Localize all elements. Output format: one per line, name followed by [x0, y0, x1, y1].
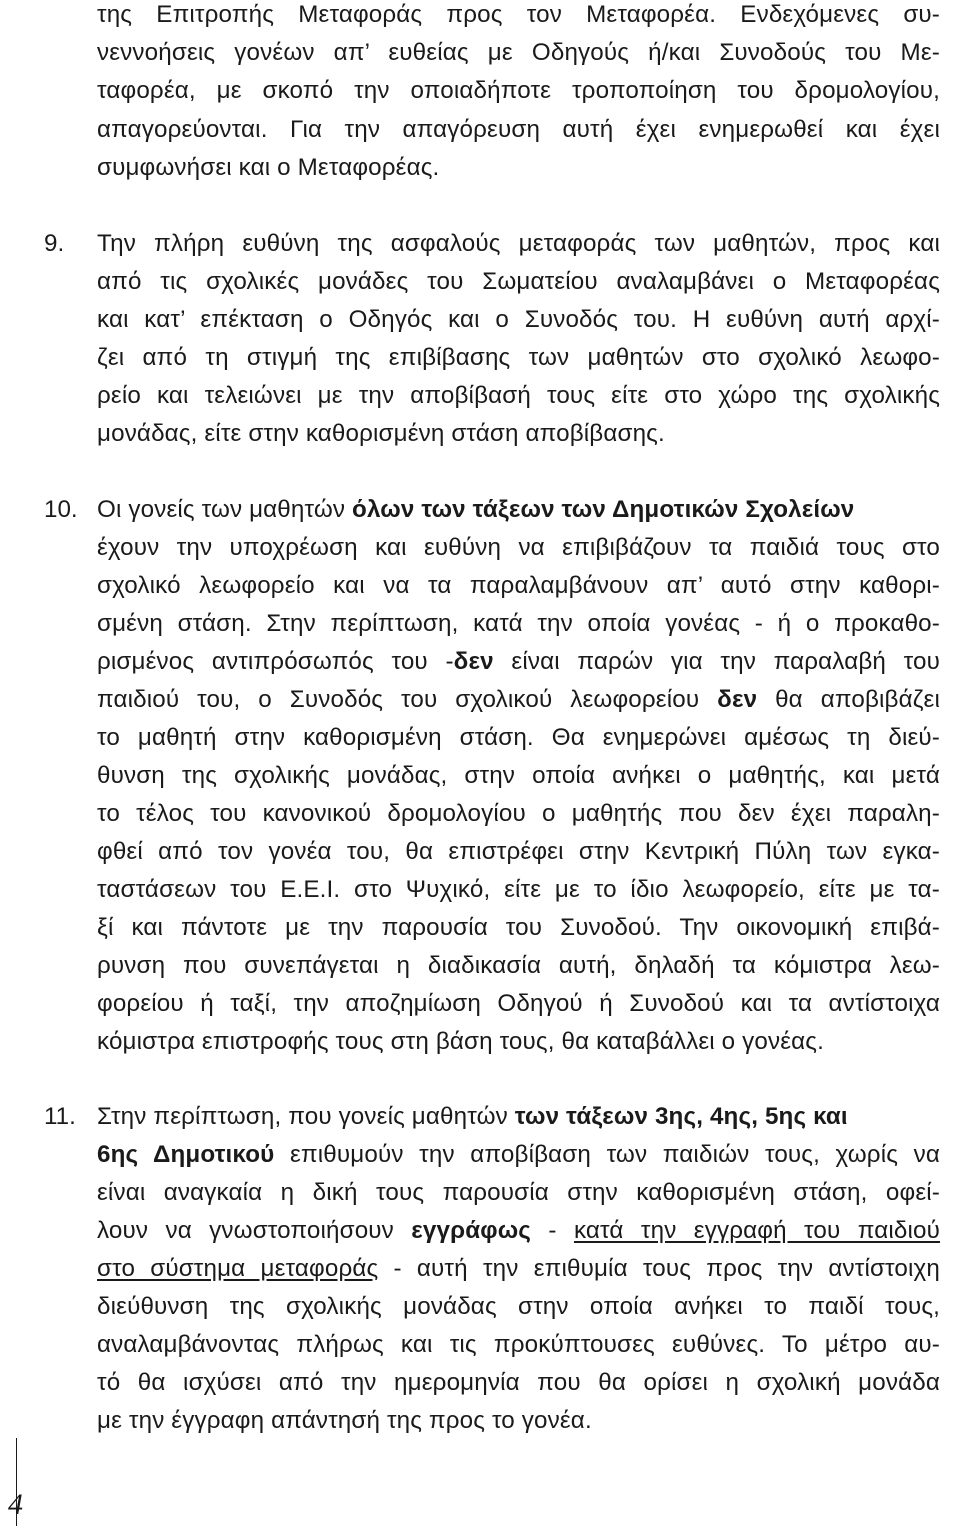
emphasis-grades-3-6: των τάξεων 3ης, 4ης, 5ης και	[514, 1103, 848, 1130]
item-10-line-7: το μαθητή στην καθορισμένη στάση. Θα ενημερώνει αμέσως τη διεύ-	[97, 724, 940, 751]
item-10-line-10: φθεί από τον γονέα του, θα επιστρέφει στην Κεντρική Πύλη των εγκα-	[97, 838, 940, 865]
intro-line-3: ταφορέα, με σκοπό την οποιαδήποτε τροποποίηση του δρομολογίου,	[97, 77, 940, 104]
emphasis-all-grades: όλων των τάξεων των Δημοτικών Σχολείων	[352, 496, 855, 523]
item-9-number: 9.	[44, 230, 65, 257]
item-10-line-3: σχολικό λεωφορείο και να τα παραλαμβάνουν απ’ αυτό στην καθορι-	[97, 572, 940, 599]
item-10-line-5: ρισμένος αντιπρόσωπός του -δεν είναι παρών για την παραλαβή του	[97, 648, 940, 675]
emphasis-6th-primary: 6ης Δημοτικού	[97, 1141, 275, 1168]
page-number: 4	[8, 1488, 23, 1521]
item-9-line-6: μονάδας, είτε στην καθορισμένη στάση αποβίβασης.	[97, 420, 665, 447]
item-11-line-2: 6ης Δημοτικού επιθυμούν την αποβίβαση των παιδιών τους, χωρίς να	[97, 1141, 940, 1168]
item-11-line-3: είναι αναγκαία η δική τους παρουσία στην καθορισμένη στάση, οφεί-	[97, 1179, 940, 1206]
item-11-line-5: στο σύστημα μεταφοράς - αυτή την επιθυμία τους προς την αντίστοιχη	[97, 1255, 940, 1282]
item-10-line-14: φορείου ή ταξί, την αποζημίωση Οδηγού ή Συνοδού και τα αντίστοιχα	[97, 990, 940, 1017]
item-11-line-1: Στην περίπτωση, που γονείς μαθητών των τάξεων 3ης, 4ης, 5ης και	[97, 1103, 848, 1130]
item-9-line-2: από τις σχολικές μονάδες του Σωματείου αναλαμβάνει ο Μεταφορέας	[97, 268, 940, 295]
item-11-line-8: τό θα ισχύσει από την ημερομηνία που θα ορίσει η σχολική μονάδα	[97, 1369, 940, 1396]
intro-line-5: συμφωνήσει και ο Μεταφορέας.	[97, 154, 440, 181]
item-10-line-12: ξί και πάντοτε με την παρουσία του Συνοδού. Την οικονομική επιβά-	[97, 914, 940, 941]
item-11-line-6: διεύθυνση της σχολικής μονάδας στην οποία ανήκει το παιδί τους,	[97, 1293, 940, 1320]
emphasis-den-2: δεν	[717, 686, 758, 713]
item-10-line-8: θυνση της σχολικής μονάδας, στην οποία ανήκει ο μαθητής, και μετά	[97, 762, 940, 789]
emphasis-den-1: δεν	[453, 648, 494, 675]
item-11-line-9: με την έγγραφη απάντησή της προς το γονέα.	[97, 1407, 592, 1434]
underline-at-registration: κατά την εγγραφή του παιδιού	[573, 1217, 941, 1244]
item-11-number: 11.	[44, 1103, 76, 1130]
underline-transport-system: στο σύστημα μεταφοράς	[97, 1255, 379, 1282]
item-10-line-9: το τέλος του κανονικού δρομολογίου ο μαθητής που δεν έχει παραλη-	[97, 800, 940, 827]
item-10-line-1: Οι γονείς των μαθητών όλων των τάξεων των Δημοτικών Σχολείων	[97, 496, 855, 523]
intro-line-2: νεννοήσεις γονέων απ’ ευθείας με Οδηγούς ή/και Συνοδούς του Με-	[97, 39, 940, 66]
item-11-line-7: αναλαμβάνοντας πλήρως και τις προκύπτουσες ευθύνες. Το μέτρο αυ-	[97, 1331, 940, 1358]
item-10-line-11: ταστάσεων του Ε.Ε.Ι. στο Ψυχικό, είτε με το ίδιο λεωφορείο, είτε με τα-	[97, 876, 940, 903]
item-10-line-4: σμένη στάση. Στην περίπτωση, κατά την οποία γονέας - ή ο προκαθο-	[97, 610, 940, 637]
intro-line-4: απαγορεύονται. Για την απαγόρευση αυτή έχει ενημερωθεί και έχει	[97, 116, 940, 143]
item-9-line-3: και κατ’ επέκταση ο Οδηγός και ο Συνοδός του. Η ευθύνη αυτή αρχί-	[97, 306, 940, 333]
item-9-line-4: ζει από τη στιγμή της επιβίβασης των μαθητών στο σχολικό λεωφο-	[97, 344, 940, 371]
item-10-line-6: παιδιού του, ο Συνοδός του σχολικού λεωφορείου δεν θα αποβιβάζει	[97, 686, 940, 713]
item-10-line-15: κόμιστρα επιστροφής τους στη βάση τους, θα καταβάλλει ο γονέας.	[97, 1028, 824, 1055]
item-9-line-5: ρείο και τελειώνει με την αποβίβασή τους είτε στο χώρο της σχολικής	[97, 382, 940, 409]
item-11-line-4: λουν να γνωστοποιήσουν εγγράφως - κατά την εγγραφή του παιδιού	[97, 1217, 941, 1244]
intro-line-1: της Επιτροπής Μεταφοράς προς τον Μεταφορέα. Ενδεχόμενες συ-	[97, 1, 940, 28]
item-10-number: 10.	[44, 496, 78, 523]
item-10-line-2: έχουν την υποχρέωση και ευθύνη να επιβιβάζουν τα παιδιά τους στο	[97, 534, 940, 561]
item-10-line-13: ρυνση που συνεπάγεται η διαδικασία αυτή, δηλαδή τα κόμιστρα λεω-	[97, 952, 940, 979]
emphasis-in-writing: εγγράφως	[411, 1217, 532, 1244]
item-9-line-1: Την πλήρη ευθύνη της ασφαλούς μεταφοράς των μαθητών, προς και	[97, 230, 940, 257]
